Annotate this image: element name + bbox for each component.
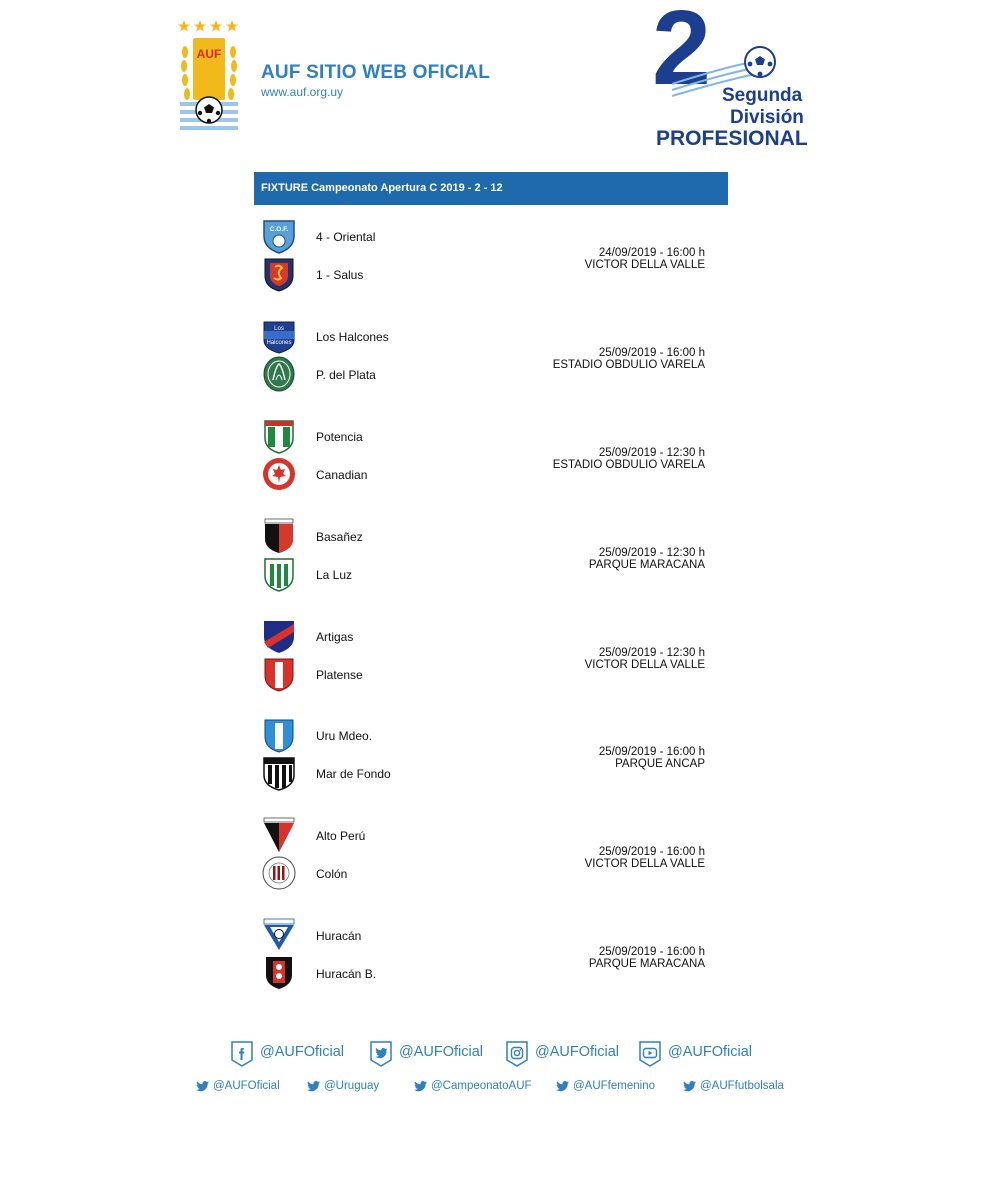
los-halcones-crest-icon	[262, 318, 296, 354]
away-team-name: Colón	[316, 867, 348, 881]
division-line-2: División	[730, 107, 804, 128]
match-row	[254, 518, 728, 608]
home-team-name: 4 - Oriental	[316, 230, 376, 244]
away-team-name: Canadian	[316, 468, 368, 482]
site-url[interactable]: www.auf.org.uy	[261, 85, 344, 99]
home-team-name: Los Halcones	[316, 330, 389, 344]
p-del-plata-crest-icon	[262, 356, 296, 392]
youtube-icon	[638, 1040, 662, 1068]
la-luz-crest-icon	[262, 556, 296, 592]
basanez-crest-icon	[262, 518, 296, 554]
site-title: AUF SITIO WEB OFICIAL	[261, 62, 491, 83]
svg-text:2: 2	[652, 6, 711, 107]
match-venue: VICTOR DELLA VALLE	[584, 858, 705, 870]
potencia-crest-icon	[262, 418, 296, 454]
home-team-name: Alto Perú	[316, 829, 366, 843]
twitter-icon	[556, 1081, 569, 1092]
huracan-b-crest-icon	[262, 955, 296, 991]
social-handle: @AUFOficial	[668, 1044, 753, 1060]
social-handle: @AUFOficial	[399, 1044, 484, 1060]
match-datetime: 25/09/2019 - 12:30 h	[598, 447, 705, 459]
match-venue: VICTOR DELLA VALLE	[584, 659, 705, 671]
twitter-handle: @Uruguay	[324, 1080, 380, 1092]
artigas-crest-icon	[262, 618, 296, 654]
social-links-twitter	[196, 1078, 796, 1096]
match-venue: VICTOR DELLA VALLE	[584, 259, 705, 271]
match-row	[254, 418, 728, 508]
home-team-name: Artigas	[316, 630, 354, 644]
match-row	[254, 717, 728, 807]
mar-de-fondo-crest-icon	[262, 755, 296, 791]
oriental-crest-icon	[262, 218, 296, 254]
svg-text:Los: Los	[274, 326, 284, 332]
match-datetime: 25/09/2019 - 16:00 h	[598, 946, 705, 958]
alto-peru-crest-icon	[262, 817, 296, 853]
match-row	[254, 318, 728, 408]
match-venue: PARQUE ANCAP	[615, 758, 705, 770]
twitter-icon	[414, 1081, 427, 1092]
twitter-icon	[683, 1081, 696, 1092]
svg-text:AUF: AUF	[196, 47, 222, 61]
match-venue: ESTADIO OBDULIO VARELA	[552, 459, 705, 471]
twitter-handle: @AUFOficial	[213, 1080, 280, 1092]
match-datetime: 25/09/2019 - 16:00 h	[598, 746, 705, 758]
platense-crest-icon	[262, 656, 296, 692]
svg-text:Halcones: Halcones	[266, 340, 292, 346]
social-handle: @AUFOficial	[260, 1044, 345, 1060]
fixture-title: FIXTURE Campeonato Apertura C 2019 - 2 - 12	[261, 182, 503, 194]
match-venue: ESTADIO OBDULIO VARELA	[552, 359, 705, 371]
facebook-icon	[230, 1040, 254, 1068]
instagram-icon	[505, 1040, 529, 1068]
match-row	[254, 618, 728, 708]
away-team-name: 1 - Salus	[316, 268, 364, 282]
home-team-name: Huracán	[316, 929, 362, 943]
home-team-name: Basañez	[316, 530, 363, 544]
twitter-handle: @AUFfemenino	[573, 1080, 655, 1092]
away-team-name: P. del Plata	[316, 368, 376, 382]
huracan-crest-icon	[262, 917, 296, 953]
match-venue: PARQUE MARACANA	[588, 958, 705, 970]
twitter-handle: @CampeonatoAUF	[431, 1080, 532, 1092]
social-links-main	[230, 1040, 760, 1068]
match-row	[254, 218, 728, 308]
match-datetime: 25/09/2019 - 12:30 h	[598, 547, 705, 559]
twitter-icon	[196, 1081, 209, 1092]
salus-crest-icon	[262, 256, 296, 292]
match-datetime: 25/09/2019 - 16:00 h	[598, 347, 705, 359]
away-team-name: La Luz	[316, 568, 353, 582]
uru-mdeo-crest-icon	[262, 717, 296, 753]
twitter-icon	[307, 1081, 320, 1092]
auf-logo	[178, 18, 240, 136]
colon-crest-icon	[262, 855, 296, 891]
home-team-name: Potencia	[316, 430, 363, 444]
match-datetime: 25/09/2019 - 12:30 h	[598, 647, 705, 659]
svg-text:C.O.F.: C.O.F.	[269, 226, 289, 233]
twitter-icon	[369, 1040, 393, 1068]
match-datetime: 24/09/2019 - 16:00 h	[598, 247, 705, 259]
canadian-crest-icon	[262, 456, 296, 492]
division-line-3: PROFESIONAL	[656, 127, 808, 150]
match-row	[254, 817, 728, 907]
fixture-header	[254, 172, 728, 205]
match-venue: PARQUE MARACANA	[588, 559, 705, 571]
social-handle: @AUFOficial	[535, 1044, 620, 1060]
twitter-handle: @AUFfutbolsala	[700, 1080, 784, 1092]
home-team-name: Uru Mdeo.	[316, 729, 373, 743]
away-team-name: Platense	[316, 668, 363, 682]
away-team-name: Huracán B.	[316, 967, 377, 981]
away-team-name: Mar de Fondo	[316, 767, 391, 781]
match-datetime: 25/09/2019 - 16:00 h	[598, 846, 705, 858]
match-row	[254, 917, 728, 1007]
division-line-1: Segunda	[722, 85, 803, 106]
